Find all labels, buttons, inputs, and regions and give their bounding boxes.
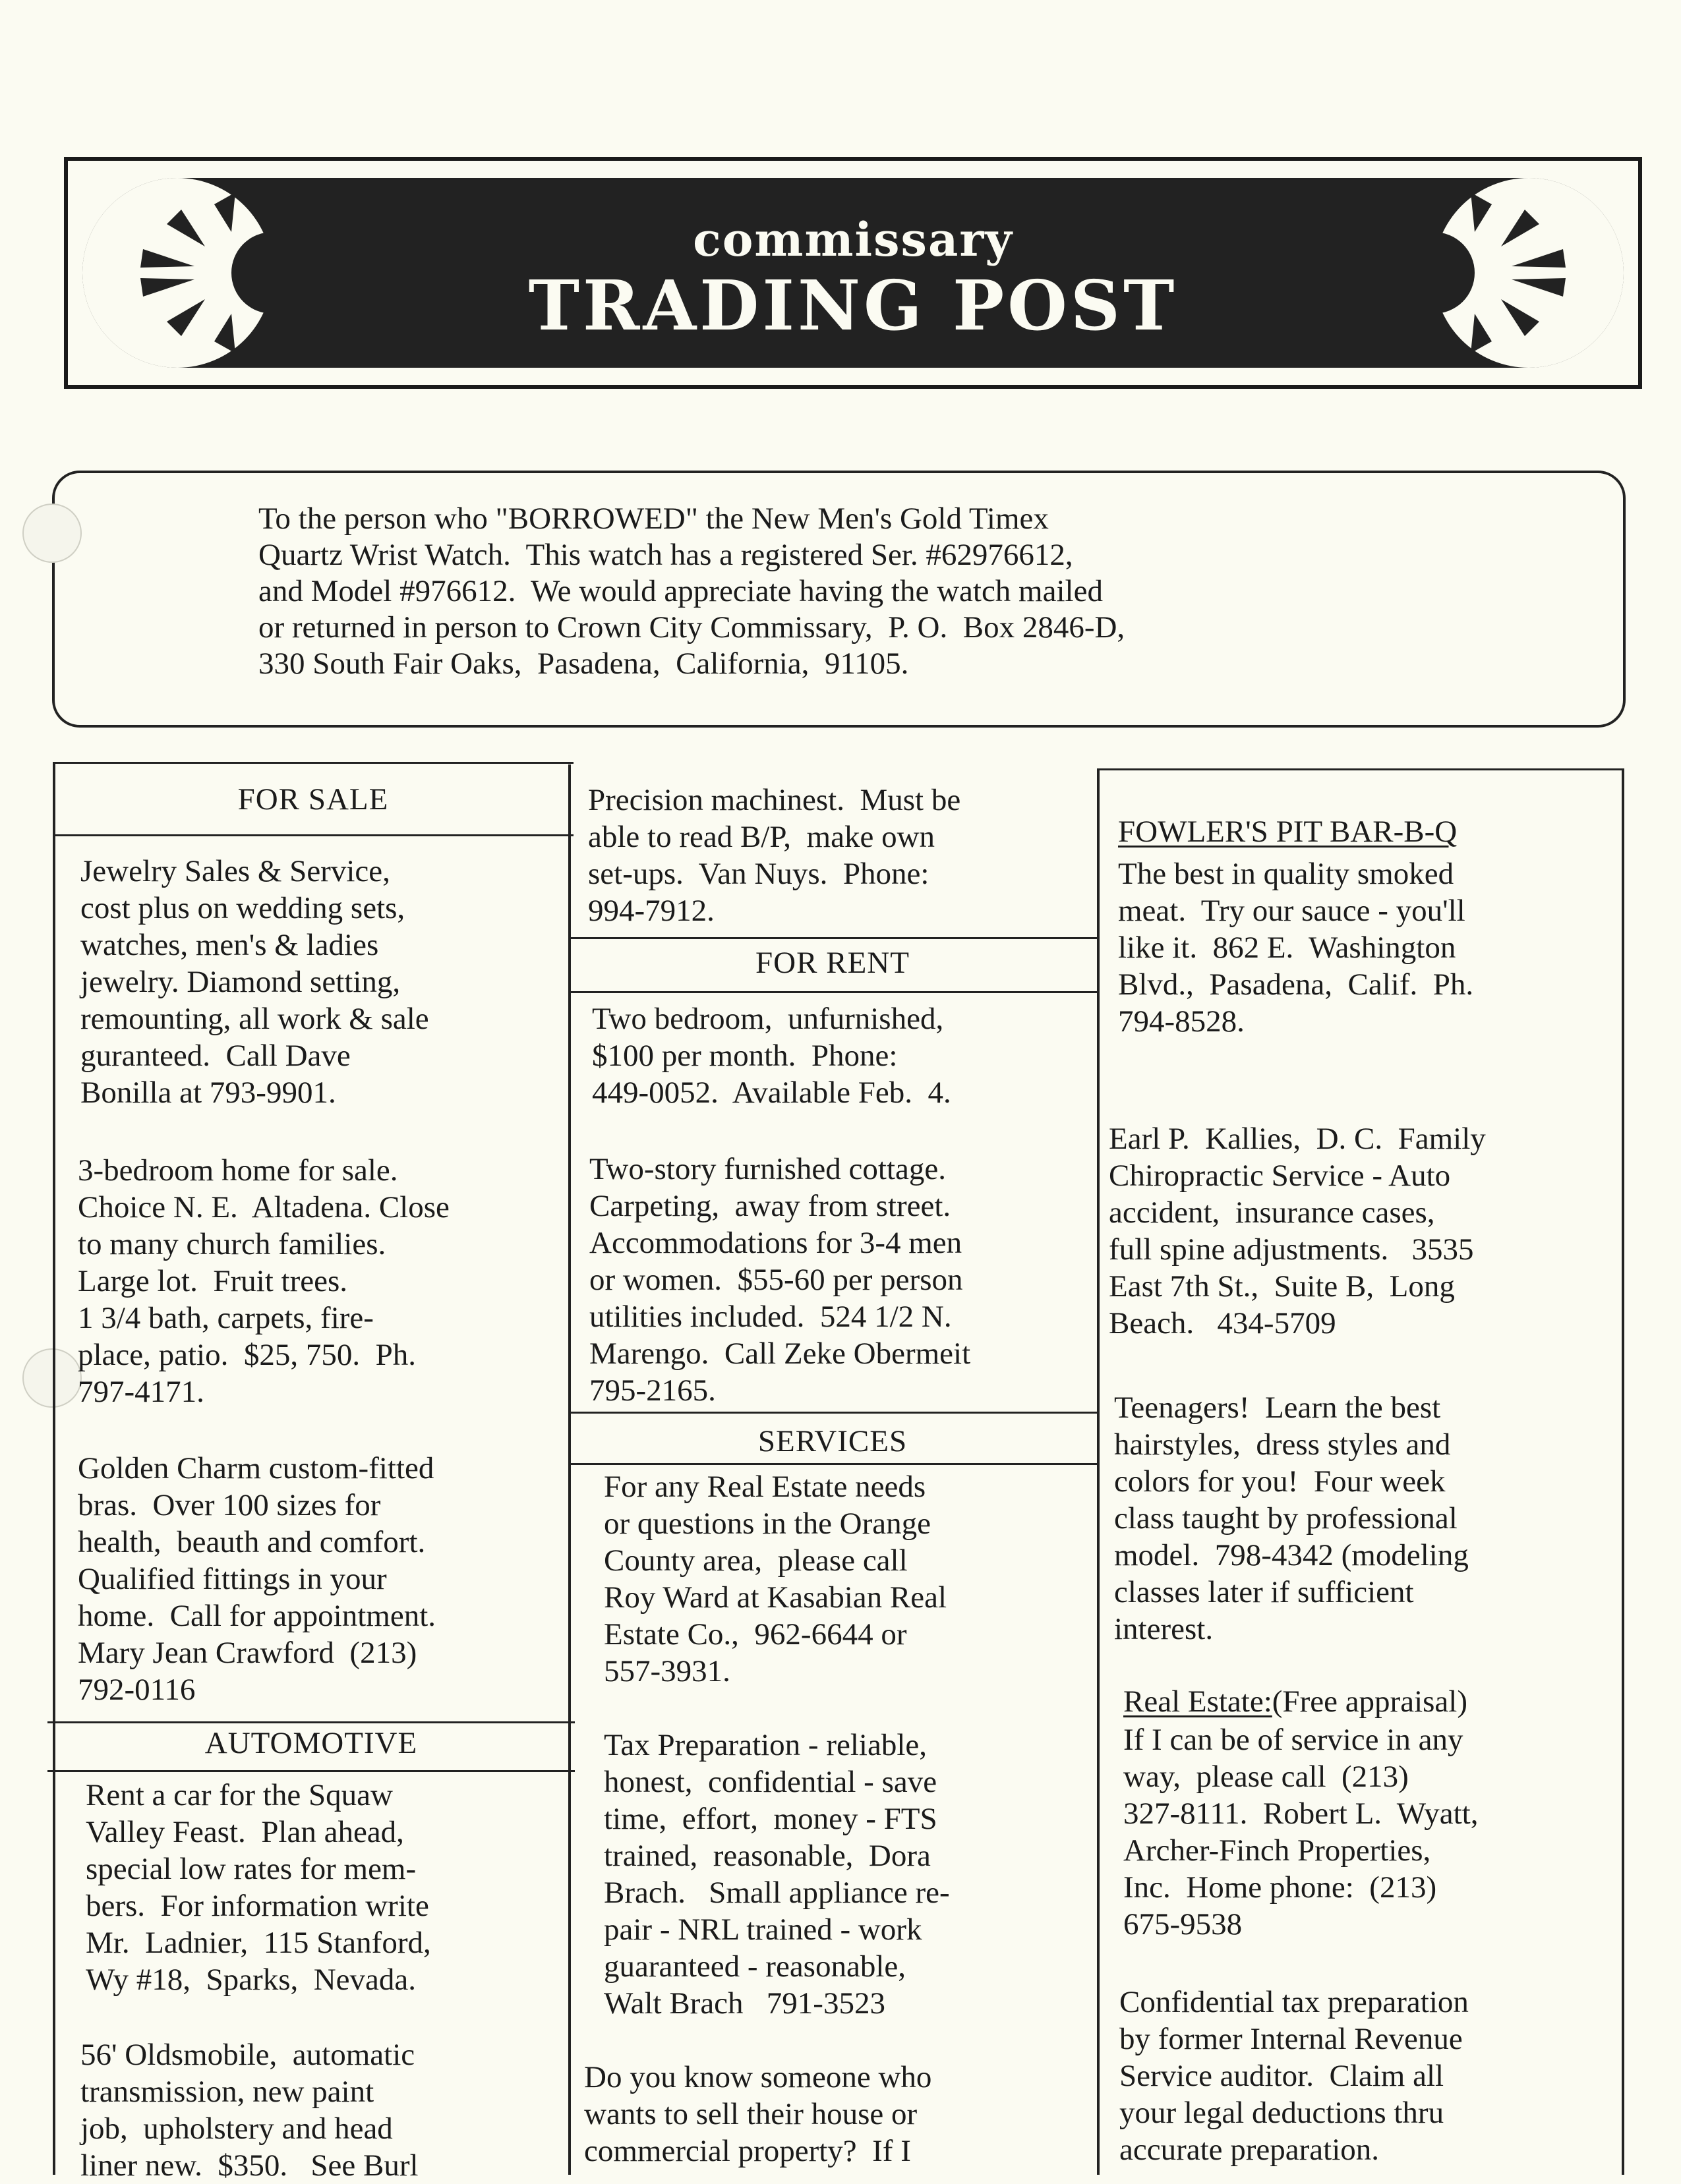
masthead-banner — [82, 178, 1624, 368]
punch-hole — [22, 503, 82, 563]
confidential-tax-ad: Confidential tax preparation by former Internal Revenue Service auditor. Claim all your legal deductions thru accurate preparation. — [1119, 1985, 1469, 2167]
cottage-ad: Two-story furnished cottage. Carpeting, away from street. Accommodations for 3-4 men or women. $55-60 per person utilities included. 524 1/2 N. Marengo. Call Zeke Obermeit 795-2165. — [589, 1152, 971, 1408]
column-divider — [1097, 768, 1100, 2175]
column-divider — [1622, 768, 1624, 2175]
masthead — [64, 157, 1642, 389]
automotive-header: AUTOMOTIVE — [204, 1726, 418, 1760]
tax-preparation-ad: Tax Preparation - reliable, honest, confidential - save time, effort, money - FTS trained, reasonable, Dora Brach. Small appliance re- pair - NRL trained - work guaranteed - reasonable, Walt Brach 791-3523 — [604, 1728, 950, 2021]
orange-county-real-estate-ad: For any Real Estate needs or questions in the Orange County area, please call Roy Ward at Kasabian Real Estate Co., 962-6644 or 557-3931. — [604, 1470, 947, 1688]
column-divider — [53, 762, 55, 2175]
section-rule — [568, 991, 1097, 993]
section-rule — [568, 1412, 1097, 1414]
section-rule — [568, 937, 1097, 939]
masthead-subtitle: commissary — [693, 212, 1013, 267]
for-rent-header: FOR RENT — [755, 946, 910, 980]
section-rule — [47, 1721, 575, 1723]
punch-hole — [22, 1348, 82, 1408]
oldsmobile-ad: 56' Oldsmobile, automatic transmission, new paint job, upholstery and head liner new. $350. See Burl — [80, 2038, 419, 2183]
fowlers-bbq-ad: The best in quality smoked meat. Try our sauce - you'll like it. 862 E. Washington Blvd., Pasadena, Calif. Ph. 794-8528. — [1118, 857, 1474, 1039]
section-rule — [568, 1463, 1097, 1465]
car-rental-ad: Rent a car for the Squaw Valley Feast. Plan ahead, special low rates for mem- bers. For information write Mr. Ladnier, 115 Stanford, Wy #18, Sparks, Nevada. — [86, 1778, 431, 1997]
sell-property-ad: Do you know someone who wants to sell their house or commercial property? If I — [584, 2060, 932, 2168]
services-header: SERVICES — [757, 1424, 908, 1458]
chiropractic-ad: Earl P. Kallies, D. C. Family Chiropractic Service - Auto accident, insurance cases, full spine adjustments. 3535 East 7th St., Suite B, Long Beach. 434-5709 — [1109, 1122, 1486, 1340]
machinist-ad: Precision machinest. Must be able to read B/P, make own set-ups. Van Nuys. Phone: 994-7912. — [588, 783, 961, 928]
for-sale-header: FOR SALE — [237, 782, 389, 817]
fowlers-bbq-title: FOWLER'S PIT BAR-B-Q — [1118, 815, 1458, 849]
column-top-border — [1097, 768, 1624, 770]
free-appraisal-label: (Free appraisal) — [1272, 1684, 1467, 1719]
golden-charm-ad: Golden Charm custom-fitted bras. Over 100 sizes for health, beauth and comfort. Qualified fittings in your home. Call for appointment. Mary Jean Crawford (213) 792-0116 — [78, 1451, 436, 1707]
altadena-home-ad: 3-bedroom home for sale. Choice N. E. Altadena. Close to many church families. Large lot. Fruit trees. 1 3/4 bath, carpets, fire- place, patio. $25, 750. Ph. 797-4171. — [78, 1153, 450, 1409]
lost-watch-notice: To the person who "BORROWED" the New Men's Gold Timex Quartz Wrist Watch. This watch has a registered Ser. #62976612, and Model #976612. We would appreciate having the watch mailed or returned in person to Crown City Commissary, P. O. Box 2846-D, 330 South Fair Oaks, Pasadena, California, 91105. — [258, 502, 1125, 681]
real-estate-label: Real Estate: — [1123, 1684, 1272, 1719]
masthead-title: TRADING POST — [528, 265, 1178, 346]
right-ornament-icon — [1434, 178, 1624, 368]
jewelry-ad: Jewelry Sales & Service, cost plus on wedding sets, watches, men's & ladies jewelry. Diamond setting, remounting, all work & sale guranteed. Call Dave Bonilla at 793-9901. — [80, 854, 429, 1110]
section-rule — [47, 1770, 575, 1772]
wyatt-real-estate-ad: If I can be of service in any way, please call (213) 327-8111. Robert L. Wyatt, Archer-Finch Properties, Inc. Home phone: (213) 675-9538 — [1123, 1723, 1479, 1941]
column-top-border — [53, 762, 574, 764]
section-rule — [53, 834, 574, 836]
two-bedroom-ad: Two bedroom, unfurnished, $100 per month. Phone: 449-0052. Available Feb. 4. — [592, 1002, 951, 1110]
teenagers-modeling-ad: Teenagers! Learn the best hairstyles, dress styles and colors for you! Four week class taught by professional model. 798-4342 (modeling classes later if sufficient interest. — [1114, 1391, 1469, 1646]
